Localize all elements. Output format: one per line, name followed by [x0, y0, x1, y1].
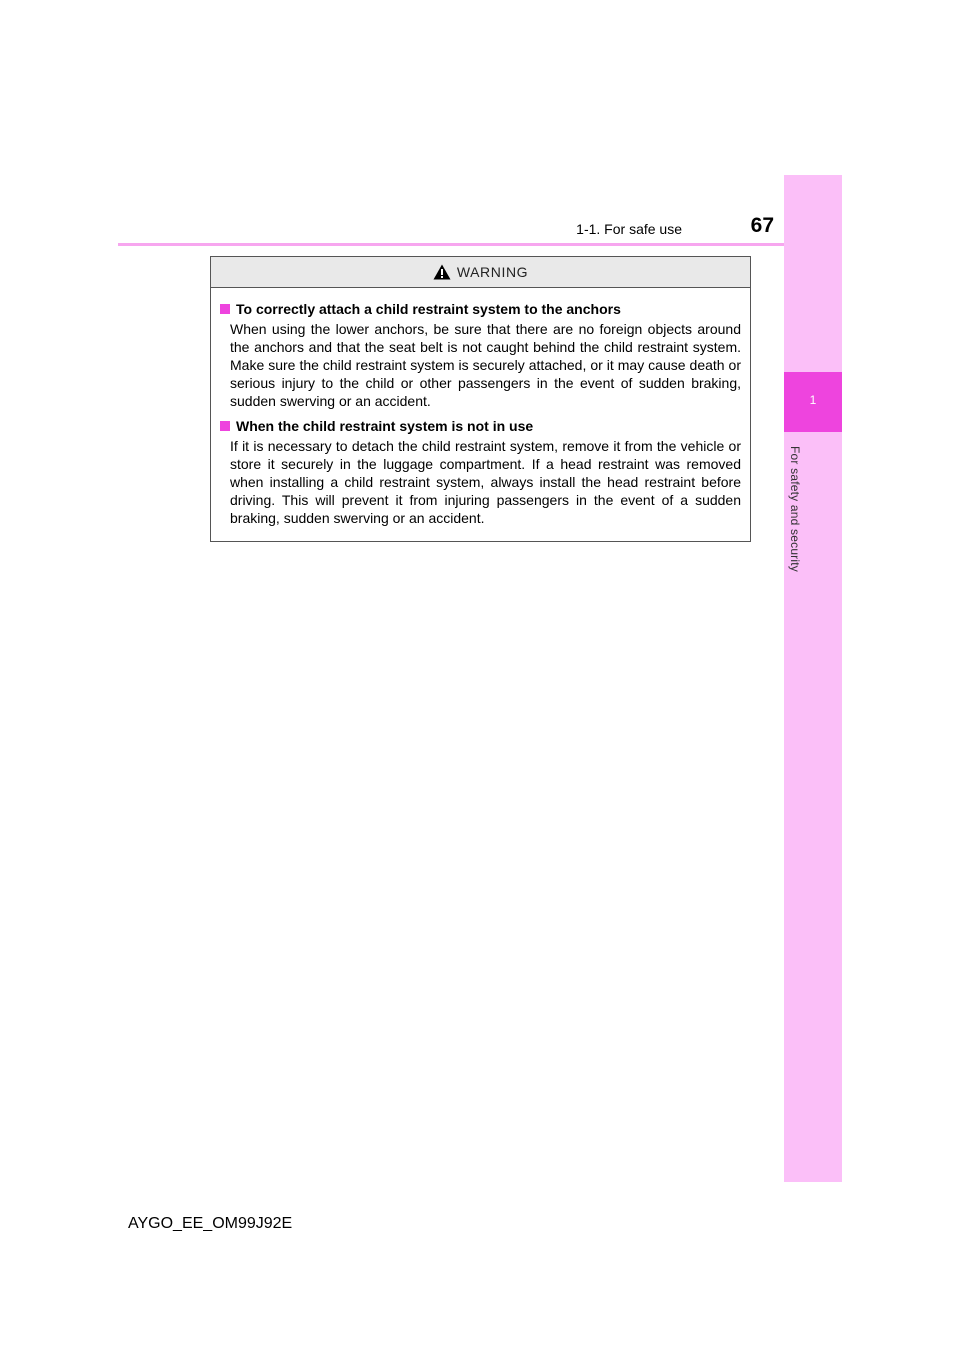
warning-box: [210, 256, 751, 542]
warning-header: [211, 257, 750, 288]
warning-item: [220, 417, 741, 527]
header-rule: [118, 243, 842, 246]
square-bullet-icon: [220, 421, 230, 431]
warning-item-title-text: When the child restraint system is not in use: [236, 418, 534, 434]
warning-item-text: If it is necessary to detach the child restraint system, remove it from the vehicle or store it securely in the luggage compartment. If a head restraint was removed when installing a child restraint system, always install the head restraint before driving. This will prevent it from injuring passengers in the event of a sudden braking, sudden swerving or an accident.: [230, 438, 741, 526]
side-tab-chapter-number: 1: [809, 393, 817, 407]
warning-item: [220, 300, 741, 410]
page-number: 67: [750, 214, 774, 237]
header-section-title: 1-1. For safe use: [576, 221, 682, 237]
square-bullet-icon: [220, 304, 230, 314]
warning-body: [211, 288, 750, 527]
warning-item-title: [220, 417, 741, 435]
warning-triangle-icon: [433, 264, 451, 280]
warning-label: WARNING: [456, 264, 529, 280]
side-tab-chapter-title: For safety and security: [788, 446, 802, 572]
warning-item-title-text: To correctly attach a child restraint system to the anchors: [236, 301, 621, 317]
warning-item-text: When using the lower anchors, be sure that there are no foreign objects around the anchors and that the seat belt is not caught behind the child restraint system. Make sure the child restraint system is securely attached, or it may cause death or serious injury to the child or other passengers in the event of sudden braking, sudden swerving or an accident.: [230, 321, 741, 409]
footer-document-code: AYGO_EE_OM99J92E: [128, 1215, 293, 1232]
side-tab: [784, 175, 842, 1182]
warning-item-title: [220, 300, 741, 318]
